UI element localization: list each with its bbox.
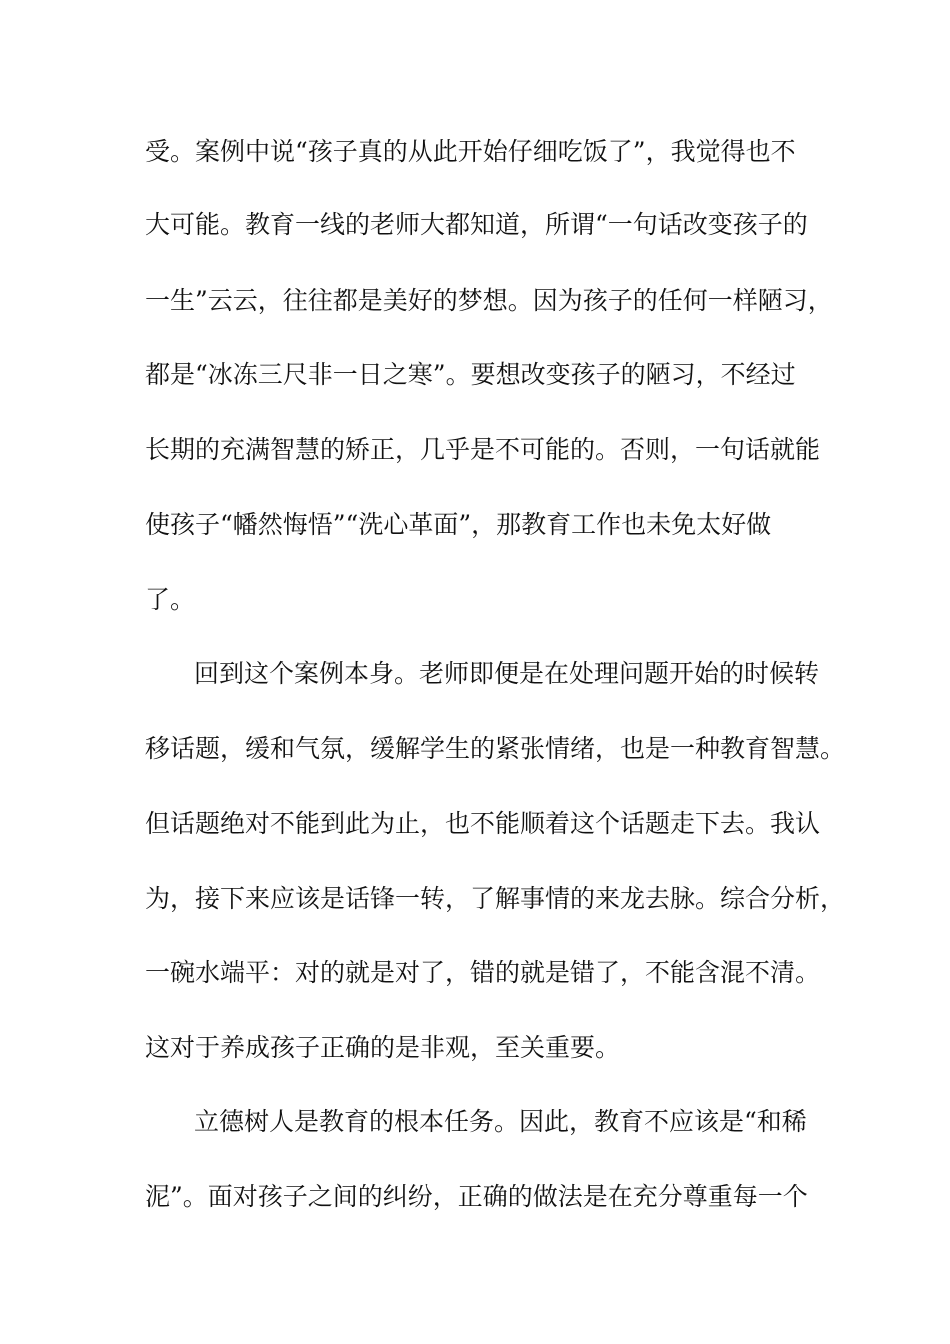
text-line: 一生”云云，往往都是美好的梦想。因为孩子的任何一样陋习， [145,286,833,315]
text-line: 都是“冰冻三尺非一日之寒”。要想改变孩子的陋习，不经过 [145,360,796,389]
text-line: 长期的充满智慧的矫正，几乎是不可能的。否则，一句话就能 [145,435,821,464]
text-line: 大可能。教育一线的老师大都知道，所谓“一句话改变孩子的 [145,210,808,239]
text-line: 但话题绝对不能到此为止，也不能顺着这个话题走下去。我认 [145,809,821,838]
paragraph-first-line: 立德树人是教育的根本任务。因此，教育不应该是“和稀 [194,1107,807,1136]
text-line: 移话题，缓和气氛，缓解学生的紧张情绪，也是一种教育智慧。 [145,734,846,763]
text-line: 使孩子“幡然悔悟”“洗心革面”，那教育工作也未免太好做 [145,510,772,539]
paragraph-first-line: 回到这个案例本身。老师即便是在处理问题开始的时候转 [194,659,820,688]
text-line: 了。 [145,585,196,614]
text-line: 泥”。面对孩子之间的纠纷，正确的做法是在充分尊重每一个 [145,1182,808,1211]
text-line: 这对于养成孩子正确的是非观，至关重要。 [145,1033,621,1062]
text-line: 一碗水端平：对的就是对了，错的就是错了，不能含混不清。 [145,958,821,987]
text-line: 受。案例中说“孩子真的从此开始仔细吃饭了”，我觉得也不 [145,137,796,166]
text-line: 为，接下来应该是话锋一转，了解事情的来龙去脉。综合分析， [145,884,846,913]
